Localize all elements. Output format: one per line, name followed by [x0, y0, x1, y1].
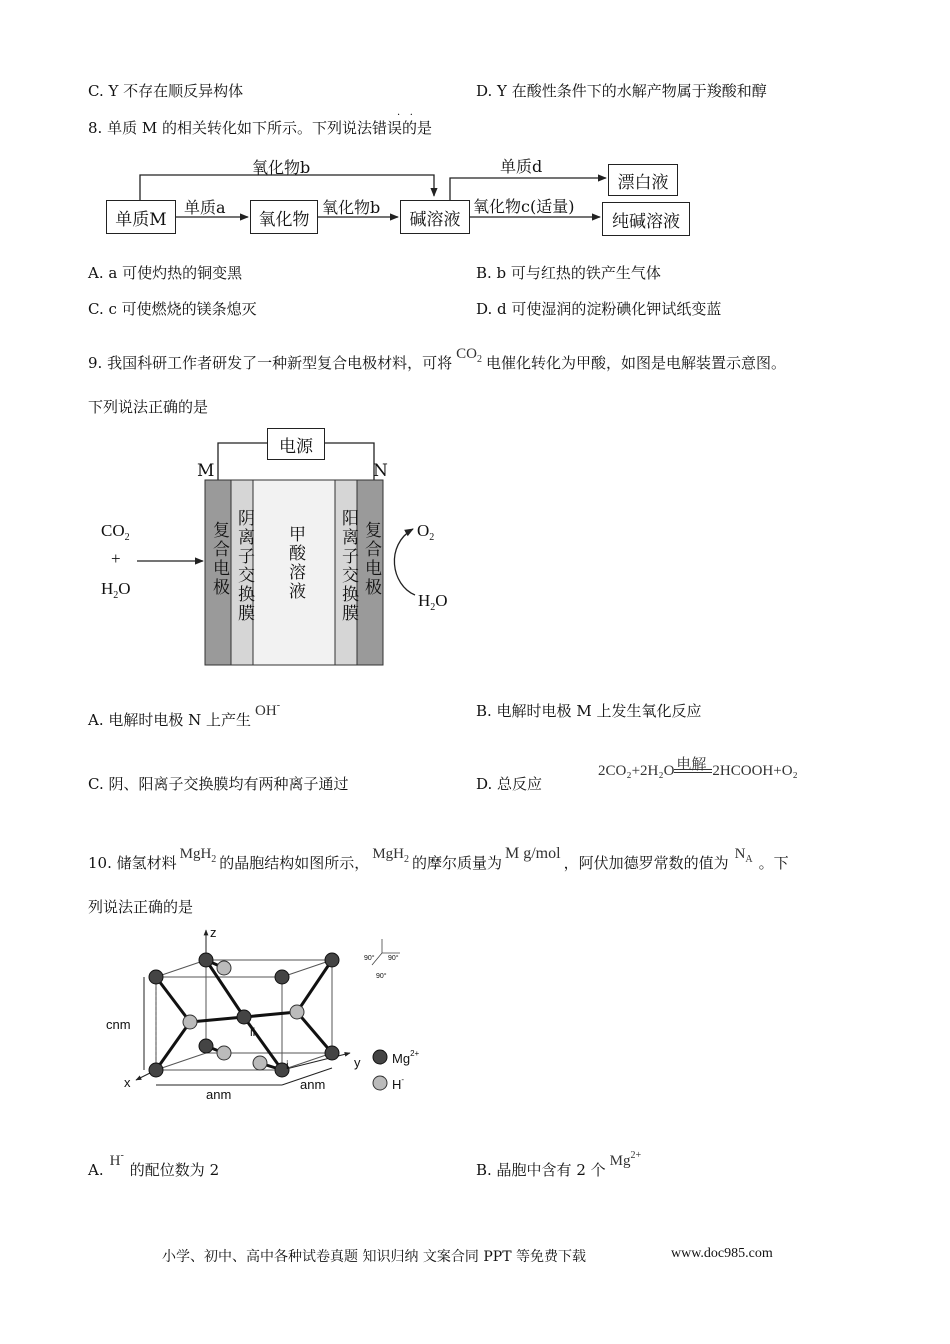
crystal-lines: [100, 925, 440, 1105]
input-co2: $CO_2$: [101, 521, 130, 543]
right-electrode: 复合电极: [361, 521, 381, 597]
q9-option-b: B. 电解时电极 M 上发生氧化反应: [476, 702, 702, 720]
anion-membrane: 阴离子交换膜: [234, 509, 254, 623]
q9-option-c: C. 阴、阳离子交换膜均有两种离子通过: [88, 775, 349, 793]
label-n: N: [373, 461, 388, 481]
q8-option-c: C. c 可使燃烧的镁条熄灭: [88, 300, 257, 318]
label-c: cnm: [106, 1017, 131, 1032]
label-ii: ii: [250, 1025, 256, 1039]
box-oxide: 氧化物: [250, 200, 318, 234]
box-bleach: 漂白液: [608, 164, 678, 196]
q10-option-b: B. 晶胞中含有 2 个 $Mg^{2+}$: [476, 1150, 642, 1179]
input-h2o: $H_2O$: [101, 579, 131, 601]
q9-option-a: A. 电解时电极 N 上产生 OH-: [88, 700, 281, 729]
arrow-label-b: 氧化物b: [322, 198, 381, 217]
q10-option-a: A. H-的配位数为 2: [88, 1150, 220, 1179]
output-o2: $O_2$: [417, 521, 435, 543]
label-m: M: [197, 461, 215, 481]
q8-stem: 8. 单质 M 的相关转化如下所示。下列说法错误的是: [88, 119, 432, 137]
axis-z: z: [210, 925, 217, 940]
footer-url[interactable]: www.doc985.com: [671, 1246, 773, 1261]
q7-option-d: D. Y 在酸性条件下的水解产物属于羧酸和醇: [476, 82, 767, 100]
q8-option-b: B. b 可与红热的铁产生气体: [476, 264, 661, 282]
arrow-label-d: 单质d: [500, 157, 543, 176]
angle-1: 90°: [364, 955, 375, 962]
footer-text: 小学、初中、高中各种试卷真题 知识归纳 文案合同 PPT 等免费下载: [162, 1249, 586, 1265]
label-a1: anm: [206, 1087, 232, 1102]
q9-stem-line2: 下列说法正确的是: [88, 398, 209, 416]
legend-mg: $Mg^{2+}$: [392, 1049, 420, 1066]
label-a2: anm: [300, 1077, 326, 1092]
emphasis-dot: · ·: [397, 110, 413, 121]
box-soda: 纯碱溶液: [602, 202, 690, 236]
label-i: i: [286, 1058, 289, 1072]
q8-diagram: [100, 150, 700, 245]
q8-option-d: D. d 可使湿润的淀粉碘化钾试纸变蓝: [476, 300, 722, 318]
q10-stem-line2: 列说法正确的是: [88, 898, 194, 916]
q8-option-a: A. a 可使灼热的铜变黑: [88, 264, 243, 282]
q10-stem: 10. 储氢材料 MgH$_2$ 的晶胞结构如图所示， MgH$_2$ 的摩尔质量为M g/mol，阿伏加德罗常数的值为 $N_A$ 。下: [88, 845, 789, 872]
left-electrode: 复合电极: [209, 521, 229, 597]
box-alkali: 碱溶液: [400, 200, 470, 234]
q9-co2: $CO_2$: [456, 346, 482, 365]
arrow-label-b-top: 氧化物b: [252, 158, 311, 177]
q7-option-c: C. Y 不存在顺反异构体: [88, 82, 244, 100]
input-plus: +: [111, 549, 121, 568]
q9-stem: 9. 我国科研工作者研发了一种新型复合电极材料，可将 $CO_2$ 电催化转化为甲酸，如图是电解装置示意图。: [88, 346, 786, 372]
box-element-m: 单质M: [106, 200, 176, 234]
power-source: 电源: [267, 428, 325, 460]
q9-equation: 2CO₂+2H₂O 电解 2HCOOH+O₂: [598, 757, 798, 779]
q10-crystal-diagram: [100, 925, 440, 1105]
axis-x: x: [124, 1075, 131, 1090]
output-h2o: $H_2O$: [418, 591, 448, 613]
axis-y: y: [354, 1055, 361, 1070]
legend-h: H-: [392, 1075, 405, 1092]
q9-option-d: D. 总反应: [476, 775, 543, 793]
formic-acid-solution: 甲酸溶液: [285, 525, 305, 601]
angle-3: 90°: [376, 973, 387, 980]
cation-membrane: 阳离子交换膜: [338, 509, 358, 623]
arrow-label-a: 单质a: [184, 198, 226, 217]
q9-diagram: [95, 425, 475, 675]
arrow-label-c: 氧化物c(适量): [473, 197, 575, 216]
angle-2: 90°: [388, 955, 399, 962]
